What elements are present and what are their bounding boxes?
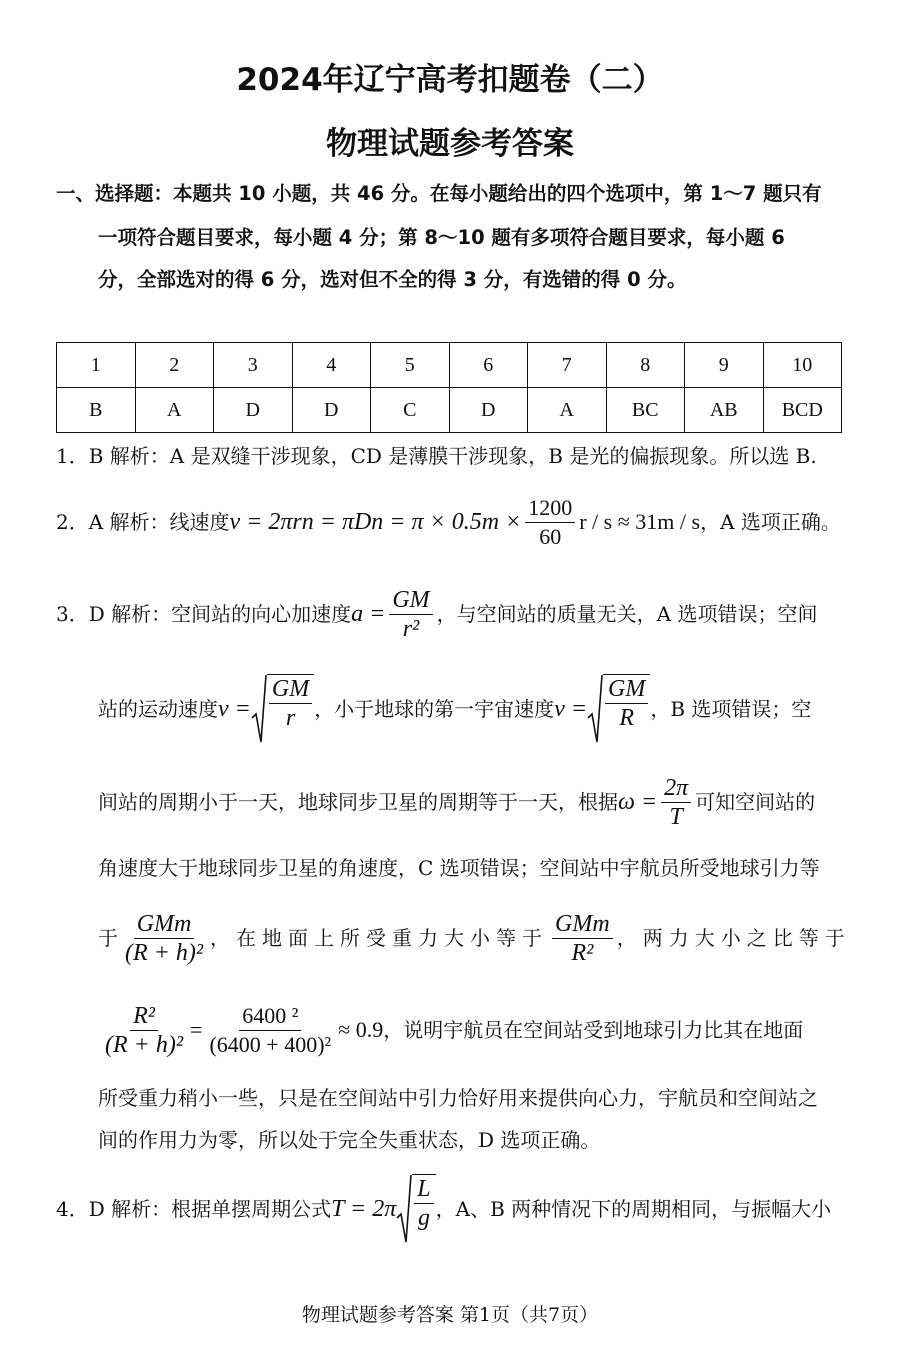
fraction-numerator: L (414, 1175, 433, 1204)
q3-text: 可知空间站的 (695, 790, 816, 814)
q3-text: 3．D 解析：空间站的向心加速度 (56, 602, 352, 626)
radical-sign-icon (396, 1174, 412, 1244)
fraction-denominator: r² (402, 615, 420, 642)
q3-fraction (206, 1002, 334, 1059)
q2-fraction (525, 494, 575, 551)
table-cell: 2 (135, 343, 214, 388)
table-cell: AB (685, 388, 764, 433)
table-cell: 1 (57, 343, 136, 388)
table-cell: BCD (763, 388, 842, 433)
q3-text: ，说明宇航员在空间站受到地球引力比其在地面 (383, 1018, 804, 1042)
fraction-denominator: (6400 + 400)² (209, 1031, 332, 1057)
answer-table (56, 342, 842, 433)
table-cell: D (292, 388, 371, 433)
fraction-numerator: GMm (134, 910, 195, 939)
table-cell: 7 (528, 343, 607, 388)
q2-formula: v = 2πrn = πDn = π × 0.5m × (229, 509, 522, 535)
q3-text: ，小于地球的第一宇宙速度 (314, 697, 555, 721)
q3-formula: a = (351, 601, 386, 627)
fraction-denominator: (R + h)² (125, 939, 204, 966)
q3-fraction (661, 774, 691, 831)
q3-formula: v = (218, 696, 251, 722)
fraction-numerator: GM (605, 675, 648, 704)
question-3-line-5 (98, 906, 851, 970)
question-3-line-1 (56, 582, 817, 646)
table-cell: BC (606, 388, 685, 433)
q3-fraction (102, 1002, 186, 1059)
question-4-explanation (56, 1174, 831, 1244)
square-root (251, 674, 314, 744)
q4-fraction (412, 1174, 435, 1244)
page-subtitle: 物理试题参考答案 (326, 126, 574, 162)
section-heading-line-3: 分，全部选对的得 6 分，选对但不全的得 3 分，有选错的得 0 分。 (98, 268, 687, 291)
q4-text: ，A、B 两种情况下的周期相同，与振幅大小 (435, 1197, 832, 1221)
q3-text: ，B 选项错误；空 (650, 697, 812, 721)
q3-formula: v = (554, 696, 588, 722)
table-cell: D (449, 388, 528, 433)
q3-text: ，与空间站的质量无关，A 选项错误；空间 (436, 602, 818, 626)
q2-prefix: 2．A 解析：线速度 (56, 510, 230, 534)
fraction-denominator: r (285, 705, 296, 731)
table-cell: 5 (371, 343, 450, 388)
q3-text: 站的运动速度 (98, 697, 218, 721)
question-3-line-3 (98, 770, 815, 834)
fraction-numerator: GM (269, 675, 312, 704)
q3-formula: ω = (618, 789, 658, 815)
table-cell: C (371, 388, 450, 433)
q2-formula-unit: r / s ≈ 31m / s (579, 509, 701, 534)
fraction-numerator: GM (389, 586, 432, 615)
table-cell: 4 (292, 343, 371, 388)
question-3-line-2 (98, 674, 811, 744)
table-cell: 6 (449, 343, 528, 388)
question-2-explanation (56, 494, 841, 550)
fraction-numerator: R² (130, 1002, 158, 1031)
table-cell: D (214, 388, 293, 433)
square-root (396, 1174, 435, 1244)
q3-text: 于 (98, 926, 118, 950)
table-cell: 9 (685, 343, 764, 388)
q2-suffix: ，A 选项正确。 (700, 510, 841, 534)
answer-table-number-row (57, 343, 842, 388)
q3-text: ，在地面上所受重力大小等于 (210, 926, 549, 950)
page-title: 2024年辽宁高考扣题卷（二） (236, 62, 664, 98)
fraction-denominator: T (669, 803, 683, 830)
radical-sign-icon (251, 674, 267, 744)
question-3-line-8: 间的作用力为零，所以处于完全失重状态，D 选项正确。 (98, 1128, 601, 1152)
q3-text: ，两力大小之比等于 (616, 926, 851, 950)
q4-text: 4．D 解析：根据单摆周期公式 (56, 1197, 332, 1221)
table-cell: 8 (606, 343, 685, 388)
table-cell: A (135, 388, 214, 433)
question-3-line-4: 角速度大于地球同步卫星的角速度，C 选项错误；空间站中宇航员所受地球引力等 (98, 856, 820, 880)
fraction-denominator: g (417, 1205, 430, 1231)
square-root (587, 674, 650, 744)
q3-fraction (122, 910, 206, 967)
fraction-denominator: R² (571, 939, 594, 966)
table-cell: 10 (763, 343, 842, 388)
fraction-denominator: (R + h)² (105, 1031, 184, 1058)
question-1-explanation: 1．B 解析：A 是双缝干涉现象，CD 是薄膜干涉现象，B 是光的偏振现象。所以选 B. (56, 444, 817, 468)
q3-fraction (389, 586, 432, 643)
page-footer: 物理试题参考答案 第1页（共7页） (301, 1304, 599, 1326)
fraction-numerator: GMm (552, 910, 613, 939)
answer-table-answer-row (57, 388, 842, 433)
table-cell: A (528, 388, 607, 433)
table-cell: 3 (214, 343, 293, 388)
q3-text: 间站的周期小于一天，地球同步卫星的周期等于一天，根据 (98, 790, 618, 814)
q3-fraction (552, 910, 613, 967)
q4-formula: T = 2π (331, 1196, 397, 1222)
q3-formula: = (190, 1017, 203, 1042)
question-3-line-7: 所受重力稍小一些，只是在空间站中引力恰好用来提供向心力，宇航员和空间站之 (98, 1086, 818, 1110)
section-heading-line-1: 一、选择题：本题共 10 小题，共 46 分。在每小题给出的四个选项中，第 1～7 题只有 (56, 182, 822, 205)
radical-sign-icon (587, 674, 603, 744)
fraction-numerator: 2π (661, 774, 691, 803)
fraction-numerator: 6400 ² (239, 1002, 301, 1031)
fraction-denominator: 60 (539, 523, 562, 549)
question-3-line-6 (98, 998, 803, 1062)
table-cell: B (57, 388, 136, 433)
section-heading-line-2: 一项符合题目要求，每小题 4 分；第 8～10 题有多项符合题目要求，每小题 6 (98, 226, 785, 249)
q3-fraction (603, 674, 650, 744)
fraction-denominator: R (619, 705, 635, 731)
fraction-numerator: 1200 (525, 494, 575, 523)
q3-formula: ≈ 0.9 (338, 1017, 384, 1042)
q3-fraction (267, 674, 314, 744)
